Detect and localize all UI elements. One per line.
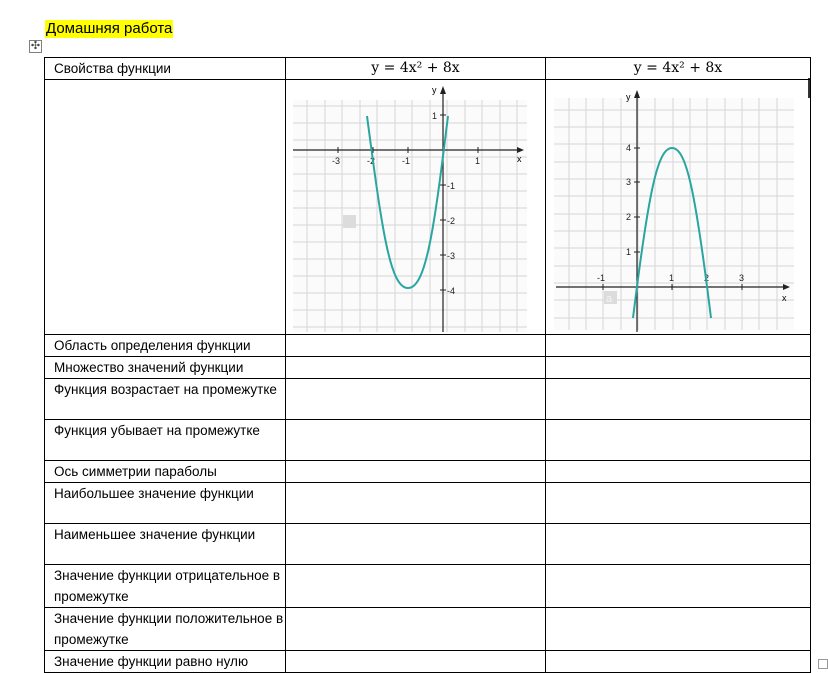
- watermark-icon: [343, 215, 356, 228]
- table-row: [45, 565, 811, 608]
- x-tick-2: -2: [367, 156, 376, 166]
- y-tick-3: -2: [447, 216, 456, 226]
- y-tick-2-4: 1: [626, 247, 632, 257]
- row-label-range[interactable]: Множество значений функции: [45, 357, 286, 379]
- answer-cell[interactable]: [546, 483, 811, 524]
- x-tick-2-3: 2: [704, 273, 710, 283]
- row-label-negative-interval[interactable]: Значение функции отрицательное в промежутке: [45, 565, 286, 608]
- axis-y-label-2: y: [626, 92, 631, 102]
- answer-cell[interactable]: [286, 565, 546, 608]
- row-label-symmetry-axis[interactable]: Ось симметрии параболы: [45, 461, 286, 483]
- answer-cell[interactable]: [286, 608, 546, 651]
- x-tick-3: -1: [402, 156, 411, 166]
- table-move-handle-icon[interactable]: ✣: [30, 40, 41, 52]
- row-label-positive-interval[interactable]: Значение функции положительное в промежутке: [45, 608, 286, 651]
- row-label-min-value[interactable]: Наименьшее значение функции: [45, 524, 286, 565]
- table-resize-handle[interactable]: [818, 659, 828, 669]
- y-tick-2-3: 2: [626, 212, 632, 222]
- table-row: [45, 483, 811, 524]
- answer-cell[interactable]: [546, 651, 811, 673]
- answer-cell[interactable]: [286, 483, 546, 524]
- table-header-row: [45, 58, 811, 80]
- answer-cell[interactable]: [546, 524, 811, 565]
- parabola-graph-2: [546, 80, 801, 334]
- table-row: [45, 461, 811, 483]
- row-label-decreasing[interactable]: Функция убывает на промежутке: [45, 420, 286, 461]
- row-label-zeros[interactable]: Значение функции равно нулю: [45, 651, 286, 673]
- graphs-row-empty-cell[interactable]: [45, 80, 286, 335]
- x-tick-1: -3: [332, 156, 341, 166]
- axis-x-label-2: x: [782, 293, 787, 303]
- watermark-2: a: [606, 293, 613, 305]
- table-row: [45, 420, 811, 461]
- answer-cell[interactable]: [286, 379, 546, 420]
- answer-cell[interactable]: [546, 357, 811, 379]
- answer-cell[interactable]: [546, 420, 811, 461]
- answer-cell[interactable]: [546, 379, 811, 420]
- answer-cell[interactable]: [286, 461, 546, 483]
- homework-table: [44, 57, 811, 673]
- y-tick-1: 1: [432, 111, 438, 121]
- answer-cell[interactable]: [286, 420, 546, 461]
- answer-cell[interactable]: [286, 335, 546, 357]
- row-label-domain[interactable]: Область определения функции: [45, 335, 286, 357]
- y-tick-4: -3: [447, 251, 456, 261]
- parabola-graph-1: [286, 80, 536, 334]
- answer-cell[interactable]: [546, 565, 811, 608]
- header-function-1[interactable]: y = 4x² + 8x: [286, 58, 546, 80]
- axis-y-label-1: y: [432, 85, 437, 95]
- table-row: [45, 651, 811, 673]
- y-tick-2-2: 3: [626, 177, 632, 187]
- answer-cell[interactable]: [546, 335, 811, 357]
- row-label-max-value[interactable]: Наибольшее значение функции: [45, 483, 286, 524]
- answer-cell[interactable]: [286, 651, 546, 673]
- graph-cell-2[interactable]: [546, 80, 811, 335]
- table-row: [45, 357, 811, 379]
- table-row: [45, 335, 811, 357]
- x-tick-2-4: 3: [739, 273, 745, 283]
- answer-cell[interactable]: [546, 461, 811, 483]
- y-tick-2-1: 4: [626, 143, 632, 153]
- x-tick-2-1: -1: [597, 273, 606, 283]
- y-tick-5: -4: [447, 286, 456, 296]
- row-label-increasing[interactable]: Функция возрастает на промежутке: [45, 379, 286, 420]
- x-tick-4: 1: [475, 156, 481, 166]
- graph-cell-1[interactable]: [286, 80, 546, 335]
- x-tick-2-2: 1: [669, 273, 675, 283]
- axis-x-label-1: x: [517, 154, 522, 164]
- table-row: [45, 379, 811, 420]
- answer-cell[interactable]: [286, 524, 546, 565]
- header-properties[interactable]: Свойства функции: [45, 58, 286, 80]
- answer-cell[interactable]: [546, 608, 811, 651]
- header-function-2[interactable]: y = 4x² + 8x: [546, 58, 811, 80]
- graphs-row: [45, 80, 811, 335]
- table-row: [45, 524, 811, 565]
- answer-cell[interactable]: [286, 357, 546, 379]
- table-row: [45, 608, 811, 651]
- document-title: Домашняя работа: [46, 20, 173, 37]
- y-tick-2: -1: [447, 181, 456, 191]
